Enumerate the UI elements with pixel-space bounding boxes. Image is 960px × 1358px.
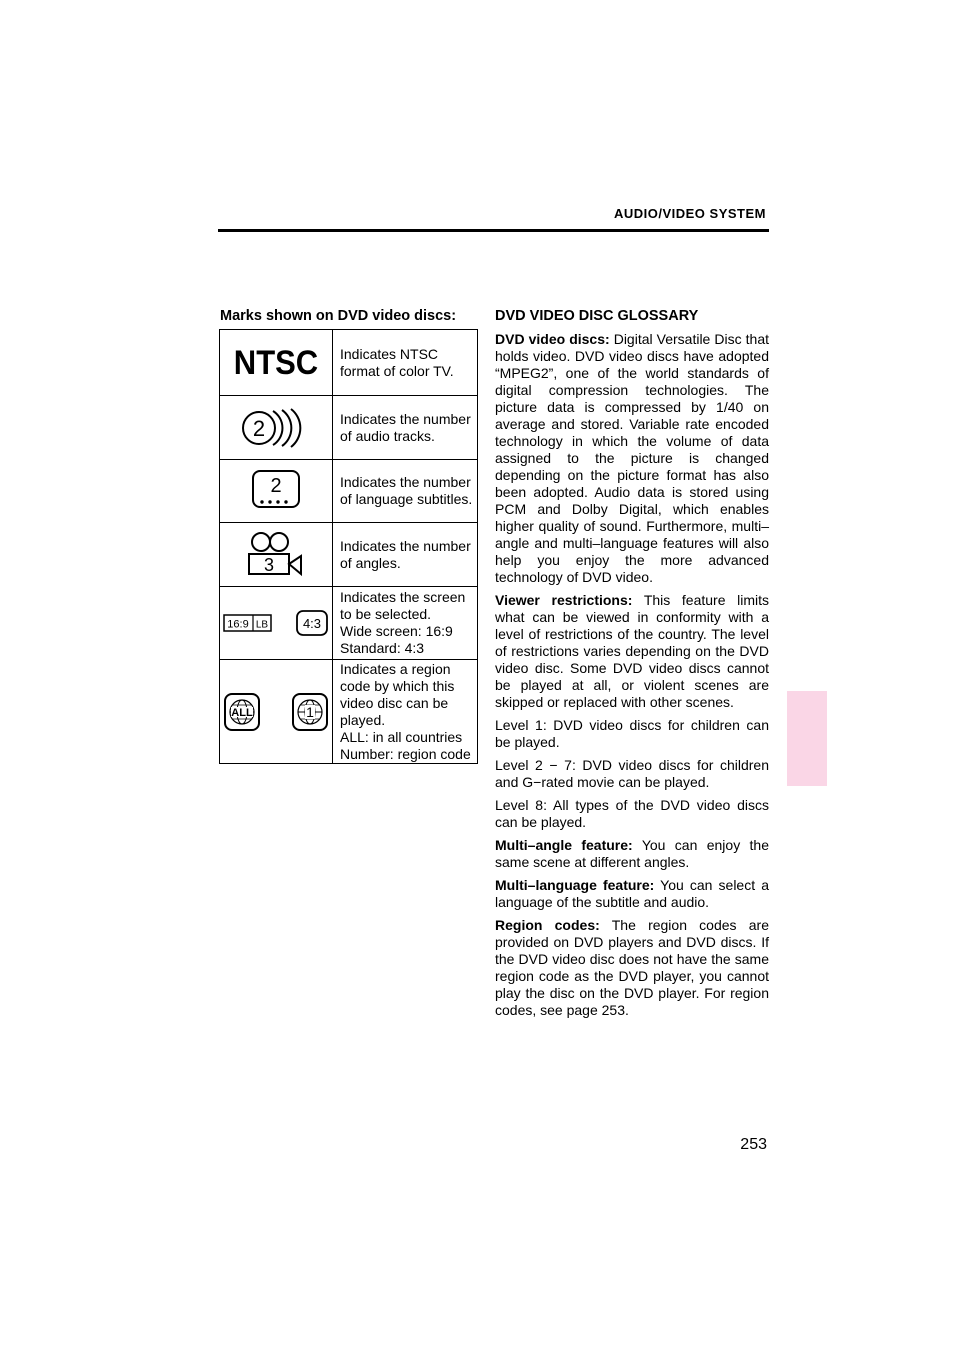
marks-row-region [220,660,478,764]
desc-line: Standard: 4:3 [340,640,425,656]
desc-line: format of color TV. [340,362,454,379]
marks-icon-cell [220,460,333,523]
glossary-term: Multi–language feature: [495,877,655,893]
desc-line: video disc can be [340,694,449,711]
desc-line: Indicates the number [340,537,471,554]
glossary-term: Viewer restrictions: [495,592,633,608]
glossary-paragraph [495,717,769,751]
marks-desc [333,660,478,764]
marks-row-ntsc [220,330,478,396]
glossary-paragraph [495,837,769,871]
desc-line: played. [340,711,386,728]
desc-line: code by which this [340,677,455,694]
region-number-text: 1 [306,703,314,720]
glossary-term: Region codes: [495,917,600,933]
page-number: 253 [740,1136,767,1153]
glossary-text: You can select a language of the subtitle and audio. [495,877,769,910]
desc-line: Indicates the number [340,410,471,427]
glossary-text: You can enjoy the same scene at different angles. [495,837,770,870]
desc-line: Indicates the screen [340,589,466,605]
desc-line: to be selected. [340,606,432,622]
marks-desc [333,523,478,587]
marks-row-audio [220,396,478,460]
desc-line: ALL: in all countries [340,728,463,745]
glossary-title: DVD VIDEO DISC GLOSSARY [495,308,699,324]
marks-icon-cell [220,330,333,396]
glossary-paragraph [495,757,769,791]
aspect-16-9-text: 16:9 [227,618,249,631]
region-all-text: ALL [231,706,253,719]
aspect-lb-text: LB [255,619,269,631]
angles-camera-icon [243,530,309,580]
section-tab [787,691,827,786]
page-header-title: AUDIO/VIDEO SYSTEM [613,206,766,221]
aspect-4-3-text: 4:3 [302,616,322,631]
header-rule [218,229,769,232]
globe-all-icon [225,694,259,730]
ntsc-mark-icon [231,343,321,383]
desc-line: Wide screen: 16:9 [340,623,453,639]
marks-table [219,329,478,764]
glossary-paragraph [495,917,769,1019]
angles-number: 3 [263,554,275,575]
marks-row-screen [220,587,478,660]
marks-icon-cell [220,396,333,460]
globe-number-icon [293,694,327,730]
glossary-text: Digital Versatile Disc that holds video. DVD video discs have adopted “MPEG2”, one of the world standards of digital compression technologies. The picture data is compressed by 1/40 on average and stored. Variable rate encoded technology in which the volume of data assigned to the picture is changed depending on the picture format has also been adopted. Audio data is stored using PCM and Dolby Digital, which enables higher quality of sound. Furthermore, multi–angle and multi–language features will also help you enjoy the more advanced technology of DVD video. [495,331,769,585]
audio-tracks-icon [241,406,311,450]
ntsc-mark-text: NTSC [233,342,319,381]
glossary-paragraph [495,592,769,711]
marks-icon-cell [220,587,333,660]
glossary-paragraph [495,877,769,911]
subtitles-icon [251,469,301,513]
marks-desc [333,396,478,460]
glossary-term: Multi–angle feature: [495,837,633,853]
glossary-text: Level 2 − 7: DVD video discs for children and G−rated movie can be played. [495,757,769,790]
glossary-paragraph [495,797,769,831]
marks-icon-cell [220,523,333,587]
marks-desc [333,330,478,396]
desc-line: Indicates the number [340,474,471,490]
marks-row-subtitles [220,460,478,523]
desc-line: Number: region code [340,745,471,762]
glossary-paragraph [495,331,769,586]
desc-line: Indicates NTSC [340,345,439,362]
glossary-text: Level 8: All types of the DVD video discs can be played. [495,797,769,830]
glossary-text: Level 1: DVD video discs for children can be played. [495,717,769,750]
desc-line: of angles. [340,554,401,571]
desc-line: Indicates a region [340,660,451,677]
marks-row-angles [220,523,478,587]
glossary-term: DVD video discs: [495,331,610,347]
desc-line: of language subtitles. [340,491,473,507]
marks-desc [333,587,478,660]
region-code-globe-icon [223,691,329,733]
glossary-text: This feature limits what can be viewed in conformity with a level of restrictions of the country. The level of restrictions varies depending on the DVD video disc. Some DVD video discs cannot be played at all, or violent scenes are skipped or replaced with other scenes. [495,592,769,710]
desc-line: of audio tracks. [340,427,435,444]
marks-desc [333,460,478,523]
screen-aspect-icon [223,608,329,638]
glossary-text: The region codes are provided on DVD players and DVD discs. If the DVD video disc does not have the same region code as the DVD player, you cannot play the disc on the DVD player. For region codes, see page 253. [495,917,769,1018]
marks-icon-cell [220,660,333,764]
subtitles-number: 2 [270,475,282,497]
glossary-section [495,308,769,1025]
audio-tracks-number: 2 [252,415,266,441]
marks-heading: Marks shown on DVD video discs: [220,308,457,324]
